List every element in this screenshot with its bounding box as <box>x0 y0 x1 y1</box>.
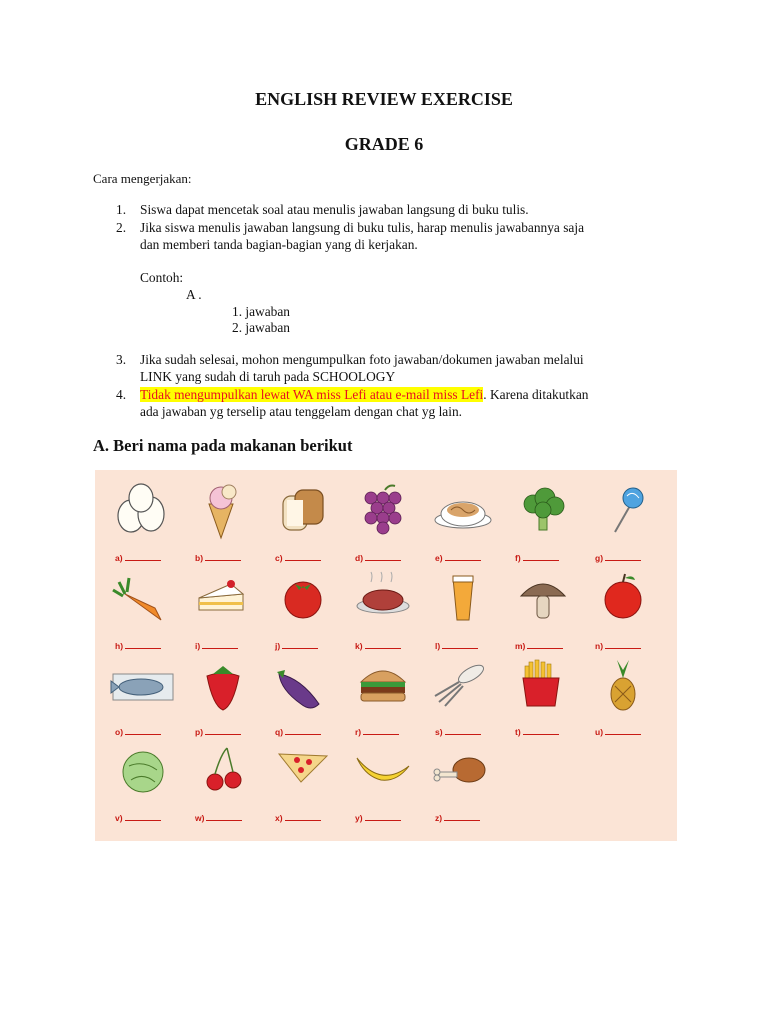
food-letter: r) <box>355 727 362 737</box>
answer-blank[interactable] <box>285 552 321 561</box>
food-worksheet-panel <box>95 470 677 841</box>
food-letter: o) <box>115 727 124 737</box>
food-item <box>101 736 185 828</box>
food-item <box>421 564 505 656</box>
food-answer-label <box>515 552 559 563</box>
instruction-text-4b: ada jawaban yg terselip atau tenggelam dengan chat yg lain. <box>140 404 462 419</box>
cake-icon <box>181 564 265 634</box>
food-letter: l) <box>435 641 441 651</box>
answer-blank[interactable] <box>523 552 559 561</box>
answer-blank[interactable] <box>282 640 318 649</box>
instruction-text-2b: dan memberi tanda bagian-bagian yang di kerjakan. <box>140 237 418 252</box>
food-answer-label <box>355 552 401 563</box>
food-answer-label <box>195 812 242 823</box>
food-item <box>261 650 345 742</box>
answer-blank[interactable] <box>363 726 399 735</box>
instruction-text-4-rest: . Karena ditakutkan <box>483 387 589 402</box>
burger-icon <box>341 650 425 720</box>
chicken-leg-icon <box>421 736 505 806</box>
item-number: 4. <box>116 387 127 402</box>
strawberry-icon <box>181 650 265 720</box>
grade-title: GRADE 6 <box>344 134 424 154</box>
food-letter: b) <box>195 553 204 563</box>
food-item <box>581 650 665 742</box>
cabbage-icon <box>101 736 185 806</box>
food-answer-label <box>275 812 321 823</box>
food-item <box>581 476 665 568</box>
food-letter: n) <box>595 641 604 651</box>
food-item <box>341 476 425 568</box>
item-number: 2. <box>116 220 127 235</box>
food-item <box>261 564 345 656</box>
tomato-icon <box>261 564 345 634</box>
food-item <box>341 650 425 742</box>
answer-blank[interactable] <box>206 812 242 821</box>
fries-icon <box>501 650 585 720</box>
instruction-text-3a: Jika sudah selesai, mohon mengumpulkan foto jawaban/dokumen jawaban melalui <box>140 352 584 367</box>
example-answer-2: 2. jawaban <box>232 320 291 335</box>
food-answer-label <box>355 812 401 823</box>
food-answer-label <box>115 812 161 823</box>
food-answer-label <box>435 552 481 563</box>
food-letter: c) <box>275 553 283 563</box>
example-label: Contoh: <box>140 270 184 285</box>
food-item <box>501 650 585 742</box>
answer-blank[interactable] <box>285 726 321 735</box>
warning-highlight: Tidak mengumpulkan lewat WA miss Lefi atau e-mail miss Lefi <box>140 387 484 402</box>
food-letter: d) <box>355 553 364 563</box>
food-letter: x) <box>275 813 283 823</box>
food-answer-label <box>435 812 480 823</box>
pizza-icon <box>261 736 345 806</box>
food-item <box>581 564 665 656</box>
answer-blank[interactable] <box>205 726 241 735</box>
instruction-text-1: Siswa dapat mencetak soal atau menulis jawaban langsung di buku tulis. <box>140 202 529 217</box>
food-item <box>181 650 265 742</box>
example-answer-1: 1. jawaban <box>232 304 291 319</box>
section-heading: A. Beri nama pada makanan berikut <box>93 436 353 455</box>
answer-blank[interactable] <box>605 640 641 649</box>
item-number: 3. <box>116 352 127 367</box>
answer-blank[interactable] <box>365 812 401 821</box>
mushroom-icon <box>501 564 585 634</box>
food-letter: z) <box>435 813 443 823</box>
answer-blank[interactable] <box>285 812 321 821</box>
food-letter: q) <box>275 727 284 737</box>
broccoli-icon <box>501 476 585 546</box>
answer-blank[interactable] <box>205 552 241 561</box>
food-answer-label <box>595 726 641 737</box>
food-item <box>101 650 185 742</box>
answer-blank[interactable] <box>365 552 401 561</box>
food-letter: h) <box>115 641 124 651</box>
instruction-text-4a <box>140 386 680 403</box>
answer-blank[interactable] <box>365 640 401 649</box>
answer-blank[interactable] <box>202 640 238 649</box>
lollipop-icon <box>581 476 665 546</box>
food-letter: y) <box>355 813 363 823</box>
food-answer-label <box>515 726 559 737</box>
answer-blank[interactable] <box>444 812 480 821</box>
instruction-text-2a: Jika siswa menulis jawaban langsung di buku tulis, harap menulis jawabannya saja <box>140 220 585 235</box>
food-item <box>501 476 585 568</box>
instruction-text-3b: LINK yang sudah di taruh pada SCHOOLOGY <box>140 369 396 384</box>
answer-blank[interactable] <box>527 640 563 649</box>
food-item <box>421 736 505 828</box>
answer-blank[interactable] <box>125 726 161 735</box>
banana-icon <box>341 736 425 806</box>
answer-blank[interactable] <box>605 552 641 561</box>
food-item <box>101 476 185 568</box>
document-title: ENGLISH REVIEW EXERCISE <box>255 89 513 109</box>
food-item <box>261 476 345 568</box>
pineapple-icon <box>581 650 665 720</box>
answer-blank[interactable] <box>125 552 161 561</box>
food-letter: k) <box>355 641 363 651</box>
food-item <box>501 564 585 656</box>
food-answer-label <box>595 552 641 563</box>
grapes-icon <box>341 476 425 546</box>
apple-icon <box>581 564 665 634</box>
answer-blank[interactable] <box>125 812 161 821</box>
food-item <box>261 736 345 828</box>
answer-blank[interactable] <box>605 726 641 735</box>
food-letter: t) <box>515 727 521 737</box>
food-item <box>101 564 185 656</box>
food-letter: g) <box>595 553 604 563</box>
food-item <box>341 736 425 828</box>
food-answer-label <box>195 552 241 563</box>
answer-blank[interactable] <box>445 726 481 735</box>
food-letter: s) <box>435 727 443 737</box>
food-item <box>181 736 265 828</box>
food-letter: w) <box>195 813 205 823</box>
food-letter: e) <box>435 553 443 563</box>
fish-icon <box>101 650 185 720</box>
food-letter: a) <box>115 553 123 563</box>
steak-icon <box>341 564 425 634</box>
juice-icon <box>421 564 505 634</box>
food-answer-label <box>115 552 161 563</box>
food-answer-label <box>275 552 321 563</box>
food-item <box>421 650 505 742</box>
food-letter: m) <box>515 641 526 651</box>
eggplant-icon <box>261 650 345 720</box>
example-a: A . <box>186 287 202 302</box>
instructions-label: Cara mengerjakan: <box>93 171 192 186</box>
food-item <box>421 476 505 568</box>
eggs-icon <box>101 476 185 546</box>
answer-blank[interactable] <box>442 640 478 649</box>
ice-cream-icon <box>181 476 265 546</box>
noodle-bowl-icon <box>421 476 505 546</box>
food-item <box>181 476 265 568</box>
answer-blank[interactable] <box>445 552 481 561</box>
carrot-icon <box>101 564 185 634</box>
food-letter: p) <box>195 727 204 737</box>
food-letter: j) <box>275 641 281 651</box>
answer-blank[interactable] <box>523 726 559 735</box>
answer-blank[interactable] <box>125 640 161 649</box>
item-number: 1. <box>116 202 127 217</box>
food-letter: f) <box>515 553 521 563</box>
food-letter: v) <box>115 813 123 823</box>
squid-icon <box>421 650 505 720</box>
food-item <box>341 564 425 656</box>
cherry-icon <box>181 736 265 806</box>
food-letter: i) <box>195 641 201 651</box>
food-letter: u) <box>595 727 604 737</box>
bread-icon <box>261 476 345 546</box>
food-item <box>181 564 265 656</box>
